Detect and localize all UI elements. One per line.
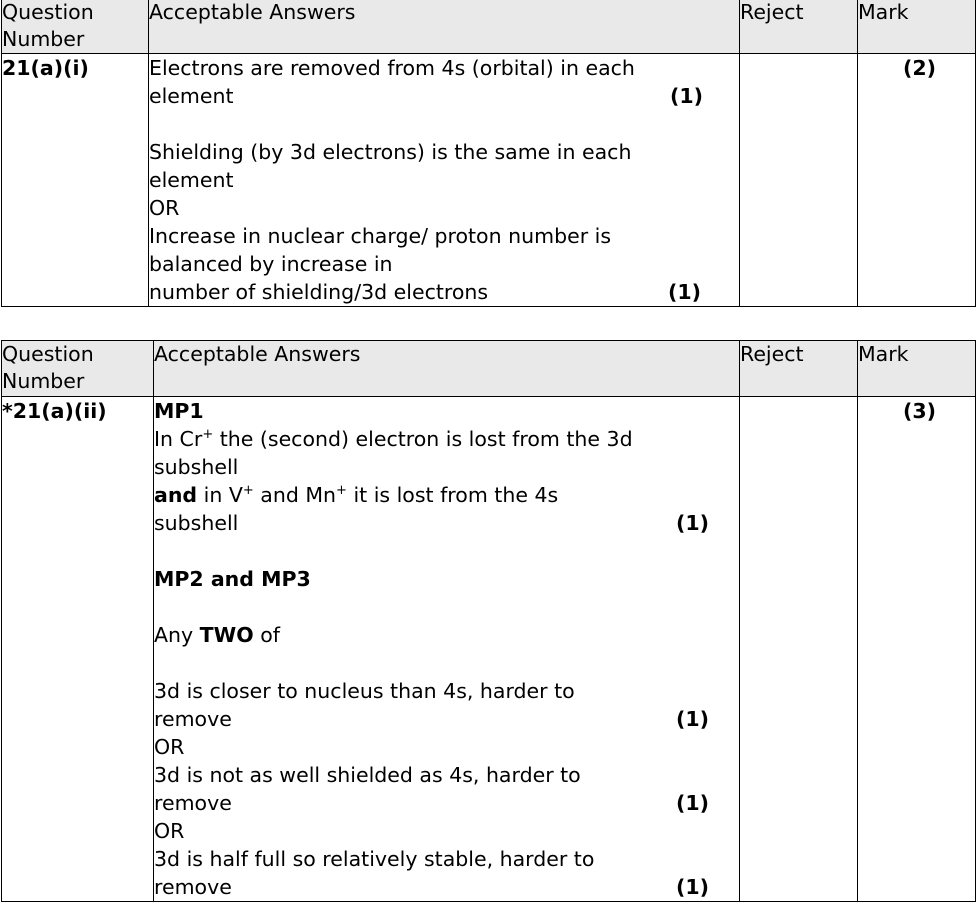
answer-line: element xyxy=(149,168,234,192)
header-mark: Mark xyxy=(858,0,976,54)
header-reject: Reject xyxy=(740,341,858,397)
header-acceptable-answers: Acceptable Answers xyxy=(149,0,740,54)
point-mark: (1) xyxy=(670,84,704,108)
header-question-number: Question Number xyxy=(2,341,154,397)
answer-line: 3d is closer to nucleus than 4s, harder to xyxy=(154,679,575,703)
answer-line: subshell (1) xyxy=(154,511,710,535)
table-header-row xyxy=(2,341,976,397)
answer-line: remove (1) xyxy=(154,791,710,815)
header-acceptable-answers: Acceptable Answers xyxy=(154,341,740,397)
answer-line: OR xyxy=(154,819,185,843)
acceptable-answers-cell xyxy=(149,54,740,307)
answer-line: 3d is half full so relatively stable, harder to xyxy=(154,847,595,871)
header-mark: Mark xyxy=(858,341,976,397)
table-row xyxy=(2,397,976,902)
answer-line: Any TWO of xyxy=(154,623,280,647)
answer-line: number of shielding/3d electrons (1) xyxy=(149,280,702,304)
answer-line: subshell xyxy=(154,455,239,479)
answer-line: 3d is not as well shielded as 4s, harder to xyxy=(154,763,581,787)
point-mark: (1) xyxy=(668,280,702,304)
answer-line: Electrons are removed from 4s (orbital) in each xyxy=(149,56,635,80)
point-mark: (1) xyxy=(676,707,710,731)
reject-cell xyxy=(740,54,858,307)
answer-line: In Cr+ the (second) electron is lost from the 3d xyxy=(154,427,633,451)
answer-line: OR xyxy=(154,735,185,759)
answer-line: remove (1) xyxy=(154,875,710,899)
mp23-heading: MP2 and MP3 xyxy=(154,567,311,591)
header-reject: Reject xyxy=(740,0,858,54)
answer-line: Increase in nuclear charge/ proton number is xyxy=(149,224,612,248)
mark-scheme-table-1 xyxy=(1,0,976,307)
answer-line: and in V+ and Mn+ it is lost from the 4s xyxy=(154,483,559,507)
mark-scheme-table-2 xyxy=(1,340,976,902)
point-mark: (1) xyxy=(676,791,710,815)
answer-line: OR xyxy=(149,196,180,220)
point-mark: (1) xyxy=(676,511,710,535)
table-row xyxy=(2,54,976,307)
table-header-row xyxy=(2,0,976,54)
reject-cell xyxy=(740,397,858,902)
total-mark: (2) xyxy=(858,54,976,307)
question-number: *21(a)(ii) xyxy=(2,397,154,902)
answer-line: balanced by increase in xyxy=(149,252,393,276)
answer-line: element (1) xyxy=(149,84,704,108)
acceptable-answers-cell xyxy=(154,397,740,902)
mp1-heading: MP1 xyxy=(154,399,204,423)
header-question-number: Question Number xyxy=(2,0,149,54)
answer-line: remove (1) xyxy=(154,707,710,731)
question-number: 21(a)(i) xyxy=(2,54,149,307)
point-mark: (1) xyxy=(676,875,710,899)
total-mark: (3) xyxy=(858,397,976,902)
answer-line: Shielding (by 3d electrons) is the same in each xyxy=(149,140,632,164)
